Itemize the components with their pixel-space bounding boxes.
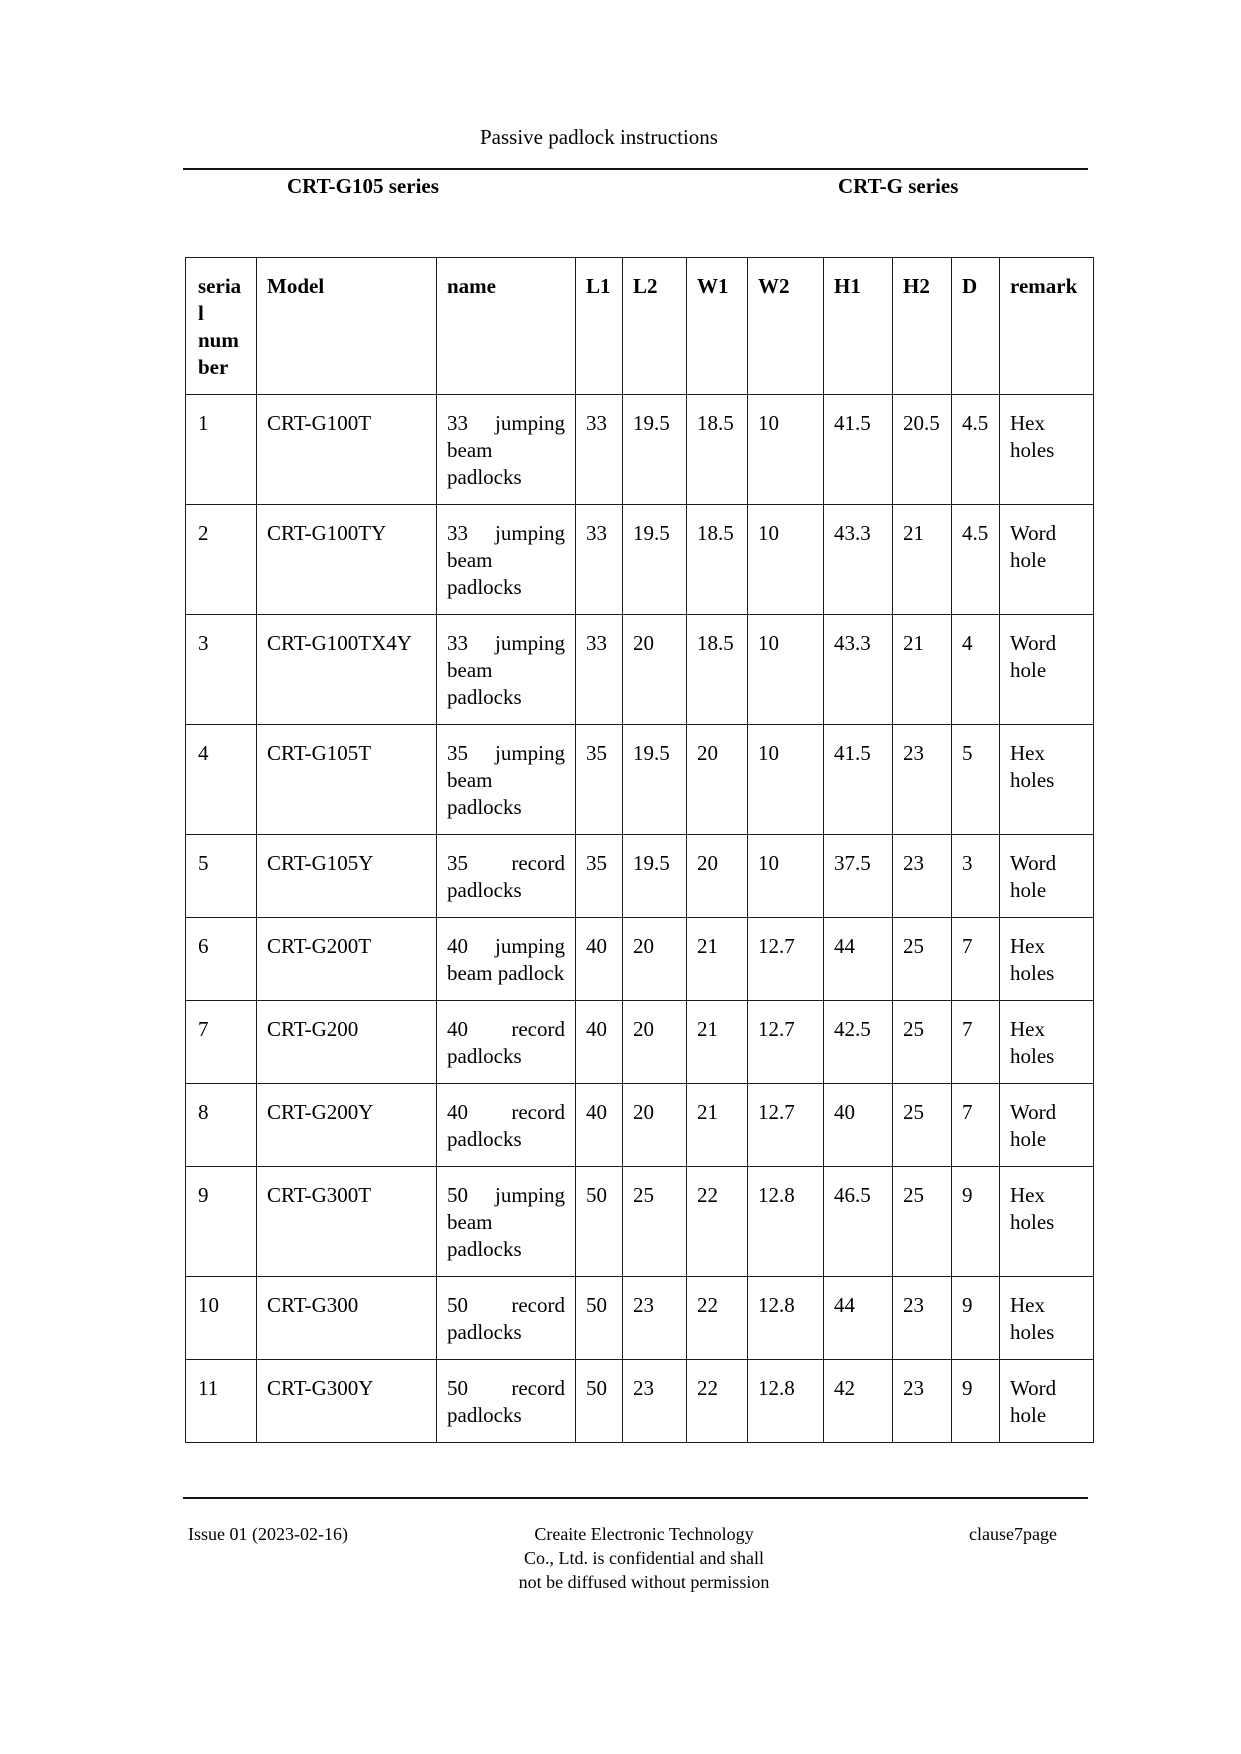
cell-h2: 25 — [893, 1001, 952, 1084]
column-header-model: Model — [257, 258, 437, 395]
cell-h2: 21 — [893, 615, 952, 725]
cell-d: 4.5 — [952, 505, 1000, 615]
cell-remark: Hex holes — [1000, 395, 1094, 505]
cell-h1: 43.3 — [824, 505, 893, 615]
table-row — [186, 615, 1094, 725]
column-header-d: D — [952, 258, 1000, 395]
header-rule — [183, 168, 1088, 170]
cell-w2: 12.7 — [748, 1001, 824, 1084]
cell-w1: 21 — [687, 1001, 748, 1084]
cell-w2: 12.8 — [748, 1277, 824, 1360]
cell-d: 7 — [952, 1084, 1000, 1167]
cell-l2: 20 — [623, 1001, 687, 1084]
cell-serial: 4 — [186, 725, 257, 835]
table-header-row — [186, 258, 1094, 395]
cell-l2: 20 — [623, 918, 687, 1001]
cell-serial: 8 — [186, 1084, 257, 1167]
column-header-serial-number: serial number — [186, 258, 257, 395]
cell-w2: 10 — [748, 505, 824, 615]
cell-w1: 18.5 — [687, 395, 748, 505]
cell-h2: 25 — [893, 1167, 952, 1277]
cell-l1: 33 — [576, 505, 623, 615]
table-row — [186, 918, 1094, 1001]
column-header-name: name — [437, 258, 576, 395]
cell-d: 9 — [952, 1277, 1000, 1360]
footer-confidential-line: Creaite Electronic Technology — [534, 1524, 754, 1544]
cell-h1: 46.5 — [824, 1167, 893, 1277]
cell-h1: 42.5 — [824, 1001, 893, 1084]
cell-d: 9 — [952, 1167, 1000, 1277]
cell-h2: 20.5 — [893, 395, 952, 505]
cell-w1: 22 — [687, 1360, 748, 1443]
column-header-w1: W1 — [687, 258, 748, 395]
cell-model: CRT-G300 — [257, 1277, 437, 1360]
cell-l1: 50 — [576, 1277, 623, 1360]
footer-page-number: clause7page — [969, 1524, 1057, 1544]
series-label-left: CRT-G105 series — [287, 174, 439, 198]
cell-h2: 25 — [893, 1084, 952, 1167]
cell-w1: 18.5 — [687, 505, 748, 615]
cell-model: CRT-G300T — [257, 1167, 437, 1277]
cell-l2: 23 — [623, 1360, 687, 1443]
footer-rule — [183, 1497, 1088, 1499]
cell-w2: 10 — [748, 835, 824, 918]
cell-h2: 25 — [893, 918, 952, 1001]
table-row — [186, 725, 1094, 835]
cell-d: 4.5 — [952, 395, 1000, 505]
cell-w2: 12.7 — [748, 918, 824, 1001]
cell-model: CRT-G100TX4Y — [257, 615, 437, 725]
cell-d: 7 — [952, 918, 1000, 1001]
cell-model: CRT-G200T — [257, 918, 437, 1001]
cell-l1: 50 — [576, 1360, 623, 1443]
cell-h1: 41.5 — [824, 725, 893, 835]
cell-serial: 7 — [186, 1001, 257, 1084]
cell-remark: Word hole — [1000, 1084, 1094, 1167]
column-header-h1: H1 — [824, 258, 893, 395]
column-header-w2: W2 — [748, 258, 824, 395]
cell-d: 5 — [952, 725, 1000, 835]
cell-serial: 11 — [186, 1360, 257, 1443]
cell-h2: 23 — [893, 1277, 952, 1360]
cell-name: 35 jumping beam padlocks — [437, 725, 576, 835]
cell-remark: Hex holes — [1000, 1167, 1094, 1277]
cell-d: 9 — [952, 1360, 1000, 1443]
cell-w1: 22 — [687, 1167, 748, 1277]
cell-d: 7 — [952, 1001, 1000, 1084]
cell-l2: 20 — [623, 1084, 687, 1167]
cell-w1: 22 — [687, 1277, 748, 1360]
cell-name: 33 jumping beam padlocks — [437, 505, 576, 615]
cell-h2: 21 — [893, 505, 952, 615]
cell-d: 3 — [952, 835, 1000, 918]
footer-confidential-line: not be diffused without permission — [518, 1572, 770, 1592]
cell-l2: 19.5 — [623, 505, 687, 615]
table-row — [186, 1084, 1094, 1167]
padlock-spec-table — [185, 257, 1094, 1443]
column-header-l1: L1 — [576, 258, 623, 395]
cell-h1: 40 — [824, 1084, 893, 1167]
cell-model: CRT-G100TY — [257, 505, 437, 615]
cell-l2: 19.5 — [623, 395, 687, 505]
cell-model: CRT-G105T — [257, 725, 437, 835]
cell-d: 4 — [952, 615, 1000, 725]
table-row — [186, 395, 1094, 505]
footer-issue: Issue 01 (2023-02-16) — [188, 1524, 348, 1544]
cell-w2: 10 — [748, 615, 824, 725]
cell-serial: 1 — [186, 395, 257, 505]
cell-remark: Hex holes — [1000, 1001, 1094, 1084]
cell-serial: 2 — [186, 505, 257, 615]
cell-w1: 21 — [687, 1084, 748, 1167]
cell-l2: 19.5 — [623, 835, 687, 918]
cell-remark: Word hole — [1000, 1360, 1094, 1443]
cell-h1: 42 — [824, 1360, 893, 1443]
cell-l2: 25 — [623, 1167, 687, 1277]
column-header-h2: H2 — [893, 258, 952, 395]
cell-name: 50 record padlocks — [437, 1277, 576, 1360]
table-row — [186, 505, 1094, 615]
cell-h2: 23 — [893, 835, 952, 918]
cell-l2: 20 — [623, 615, 687, 725]
cell-l1: 35 — [576, 835, 623, 918]
cell-name: 50 record padlocks — [437, 1360, 576, 1443]
cell-remark: Hex holes — [1000, 918, 1094, 1001]
cell-serial: 10 — [186, 1277, 257, 1360]
cell-remark: Hex holes — [1000, 725, 1094, 835]
cell-serial: 9 — [186, 1167, 257, 1277]
page-title: Passive padlock instructions — [480, 125, 718, 149]
cell-w1: 20 — [687, 725, 748, 835]
cell-h2: 23 — [893, 1360, 952, 1443]
cell-model: CRT-G105Y — [257, 835, 437, 918]
cell-name: 33 jumping beam padlocks — [437, 395, 576, 505]
cell-l1: 40 — [576, 1084, 623, 1167]
cell-l1: 35 — [576, 725, 623, 835]
cell-remark: Word hole — [1000, 505, 1094, 615]
table-row — [186, 1001, 1094, 1084]
cell-l1: 50 — [576, 1167, 623, 1277]
footer-confidential — [494, 1522, 794, 1594]
table-row — [186, 835, 1094, 918]
cell-w2: 10 — [748, 725, 824, 835]
cell-w1: 20 — [687, 835, 748, 918]
cell-l1: 33 — [576, 615, 623, 725]
cell-l1: 40 — [576, 918, 623, 1001]
cell-remark: Word hole — [1000, 615, 1094, 725]
cell-h1: 37.5 — [824, 835, 893, 918]
cell-w2: 12.7 — [748, 1084, 824, 1167]
cell-h1: 41.5 — [824, 395, 893, 505]
cell-serial: 6 — [186, 918, 257, 1001]
cell-h1: 44 — [824, 918, 893, 1001]
cell-model: CRT-G200 — [257, 1001, 437, 1084]
cell-w2: 12.8 — [748, 1167, 824, 1277]
cell-name: 33 jumping beam padlocks — [437, 615, 576, 725]
cell-model: CRT-G300Y — [257, 1360, 437, 1443]
table-body — [186, 395, 1094, 1443]
table-row — [186, 1167, 1094, 1277]
series-label-right: CRT-G series — [838, 174, 959, 198]
cell-name: 50 jumping beam padlocks — [437, 1167, 576, 1277]
footer-confidential-line: Co., Ltd. is confidential and shall — [524, 1548, 764, 1568]
cell-remark: Word hole — [1000, 835, 1094, 918]
cell-model: CRT-G200Y — [257, 1084, 437, 1167]
cell-w2: 10 — [748, 395, 824, 505]
cell-name: 40 jumping beam padlock — [437, 918, 576, 1001]
table-row — [186, 1360, 1094, 1443]
cell-remark: Hex holes — [1000, 1277, 1094, 1360]
cell-l1: 33 — [576, 395, 623, 505]
cell-serial: 3 — [186, 615, 257, 725]
cell-l1: 40 — [576, 1001, 623, 1084]
cell-name: 40 record padlocks — [437, 1001, 576, 1084]
table-row — [186, 1277, 1094, 1360]
cell-name: 40 record padlocks — [437, 1084, 576, 1167]
cell-w2: 12.8 — [748, 1360, 824, 1443]
cell-h1: 43.3 — [824, 615, 893, 725]
column-header-l2: L2 — [623, 258, 687, 395]
cell-h1: 44 — [824, 1277, 893, 1360]
cell-l2: 19.5 — [623, 725, 687, 835]
cell-name: 35 record padlocks — [437, 835, 576, 918]
cell-l2: 23 — [623, 1277, 687, 1360]
cell-model: CRT-G100T — [257, 395, 437, 505]
cell-h2: 23 — [893, 725, 952, 835]
column-header-remark: remark — [1000, 258, 1094, 395]
cell-w1: 21 — [687, 918, 748, 1001]
cell-w1: 18.5 — [687, 615, 748, 725]
cell-serial: 5 — [186, 835, 257, 918]
